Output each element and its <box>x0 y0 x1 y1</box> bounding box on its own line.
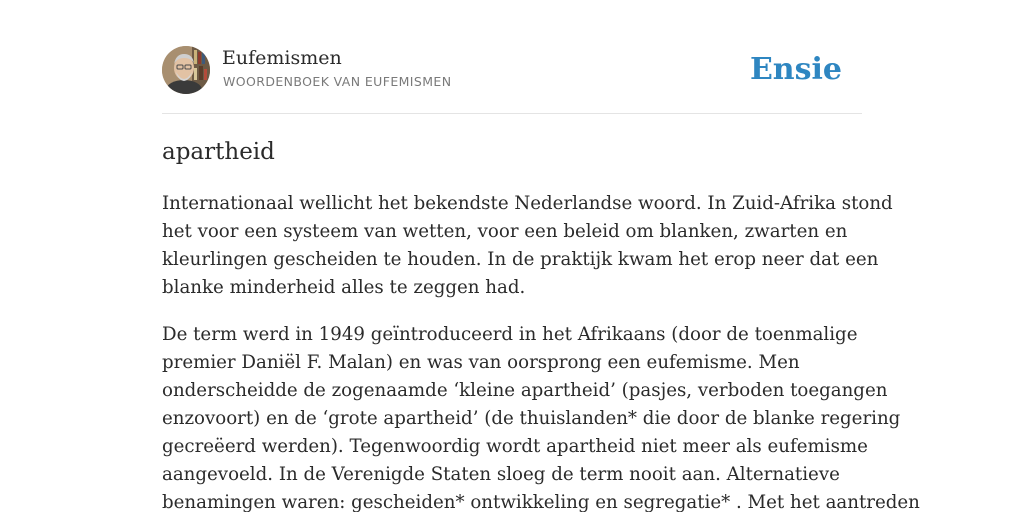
text-line: De term werd in 1949 geïntroduceerd in het Afrikaans (door de toenmalige <box>162 324 858 345</box>
text-line: kleurlingen gescheiden te houden. In de praktijk kwam het erop neer dat een <box>162 249 879 270</box>
text-line: blanke minderheid alles te zeggen had. <box>162 277 526 298</box>
paragraph <box>162 321 920 512</box>
site-title[interactable]: Eufemismen <box>222 47 342 69</box>
site-header <box>162 46 862 96</box>
entry-title: apartheid <box>162 139 275 165</box>
text-line: onderscheidde de zogenaamde ‘kleine apartheid’ (pasjes, verboden toegangen <box>162 380 888 401</box>
text-line: enzovoort) en de ‘grote apartheid’ (de thuislanden* die door de blanke regering <box>162 408 901 429</box>
text-line: aangevoeld. In de Verenigde Staten sloeg de term nooit aan. Alternatieve <box>162 464 840 485</box>
text-line: premier Daniël F. Malan) en was van oorsprong een eufemisme. Men <box>162 352 800 373</box>
paragraph <box>162 190 893 302</box>
avatar-image <box>162 46 210 94</box>
text-line: benamingen waren: gescheiden* ontwikkeling en segregatie* . Met het aantreden <box>162 492 920 512</box>
text-line: het voor een systeem van wetten, voor een beleid om blanken, zwarten en <box>162 221 848 242</box>
text-line: gecreëerd werden). Tegenwoordig wordt apartheid niet meer als eufemisme <box>162 436 868 457</box>
header-divider <box>162 113 862 114</box>
paragraph-spacer <box>162 302 862 321</box>
author-avatar[interactable] <box>162 46 210 94</box>
brand-logo[interactable]: Ensie <box>749 52 842 87</box>
text-line: Internationaal wellicht het bekendste Nederlandse woord. In Zuid-Afrika stond <box>162 193 893 214</box>
entry-body <box>162 190 920 512</box>
site-subtitle: WOORDENBOEK VAN EUFEMISMEN <box>223 74 452 89</box>
